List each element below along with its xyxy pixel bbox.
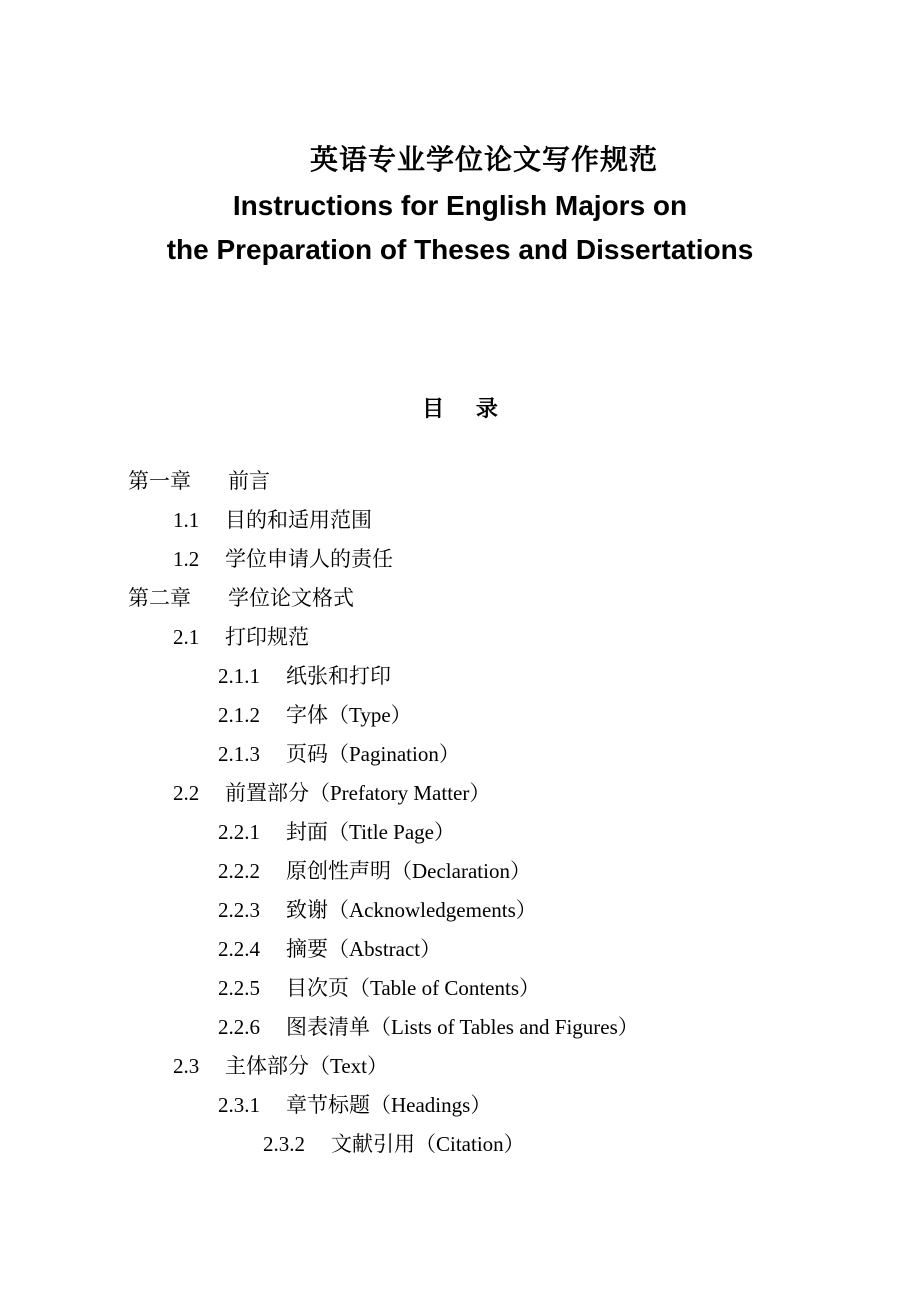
- toc-entry-title: 学位申请人的责任: [225, 547, 393, 571]
- toc-entry[interactable]: [218, 696, 412, 735]
- toc-entry[interactable]: [218, 657, 391, 696]
- toc-entry-title: 前言: [228, 469, 270, 493]
- toc-entry-title: 文献引用（Citation）: [331, 1132, 525, 1156]
- toc-entry-title: 学位论文格式: [228, 586, 354, 610]
- toc-entry-title: 前置部分（Prefatory Matter）: [225, 781, 491, 805]
- toc-entry-title: 主体部分（Text）: [225, 1054, 389, 1078]
- toc-entry-number: 2.2: [173, 781, 200, 805]
- toc-entry[interactable]: [173, 1047, 388, 1086]
- toc-entry[interactable]: [128, 579, 354, 618]
- toc-entry-title: 致谢（Acknowledgements）: [286, 898, 537, 922]
- toc-entry-title: 摘要（Abstract）: [286, 937, 442, 961]
- toc-entry-number: 2.3.2: [263, 1132, 305, 1156]
- toc-entry-title: 目的和适用范围: [225, 508, 372, 532]
- toc-entry-number: 1.2: [173, 547, 200, 571]
- toc-entry[interactable]: [173, 618, 309, 657]
- toc-entry[interactable]: [218, 891, 537, 930]
- toc-heading: 目 录: [422, 397, 510, 422]
- toc-entry-number: 2.2.5: [218, 976, 260, 1000]
- toc-entry[interactable]: [173, 774, 490, 813]
- toc-entry-title: 原创性声明（Declaration）: [286, 859, 531, 883]
- document-title-english-line-2: the Preparation of Theses and Dissertations: [166, 234, 754, 265]
- toc-entry-title: 页码（Pagination）: [286, 742, 460, 766]
- toc-entry-number: 1.1: [173, 508, 200, 532]
- toc-entry-number: 2.1: [173, 625, 200, 649]
- toc-entry-number: 2.1.1: [218, 664, 260, 688]
- toc-entry[interactable]: [218, 969, 540, 1008]
- toc-entry[interactable]: [173, 501, 372, 540]
- toc-entry-title: 打印规范: [225, 625, 309, 649]
- toc-entry-number: 2.1.2: [218, 703, 260, 727]
- document-title-chinese: 英语专业学位论文写作规范: [310, 144, 659, 175]
- toc-entry[interactable]: [218, 852, 531, 891]
- document-title-english-line-1: Instructions for English Majors on: [232, 190, 688, 221]
- toc-entry[interactable]: [173, 540, 393, 579]
- toc-entry-title: 封面（Title Page）: [286, 820, 455, 844]
- toc-entry[interactable]: [263, 1125, 525, 1164]
- toc-entry-number: 第一章: [128, 469, 191, 493]
- toc-entry-number: 第二章: [128, 586, 191, 610]
- toc-entry[interactable]: [218, 930, 441, 969]
- toc-entry-number: 2.2.1: [218, 820, 260, 844]
- toc-entry[interactable]: [218, 735, 460, 774]
- toc-entry[interactable]: [218, 1086, 491, 1125]
- toc-entry[interactable]: [218, 1008, 639, 1047]
- toc-entry-number: 2.2.3: [218, 898, 260, 922]
- toc-entry-title: 纸张和打印: [286, 664, 391, 688]
- toc-entry-number: 2.2.2: [218, 859, 260, 883]
- toc-entry-title: 图表清单（Lists of Tables and Figures）: [286, 1015, 639, 1039]
- toc-entry-title: 字体（Type）: [286, 703, 412, 727]
- toc-entry[interactable]: [218, 813, 455, 852]
- toc-entry[interactable]: [128, 462, 270, 501]
- toc-entry-title: 目次页（Table of Contents）: [286, 976, 540, 1000]
- toc-entry-number: 2.3.1: [218, 1093, 260, 1117]
- toc-entry-number: 2.2.6: [218, 1015, 260, 1039]
- toc-entry-title: 章节标题（Headings）: [286, 1093, 492, 1117]
- toc-entry-number: 2.2.4: [218, 937, 260, 961]
- toc-entry-number: 2.3: [173, 1054, 200, 1078]
- toc-entry-number: 2.1.3: [218, 742, 260, 766]
